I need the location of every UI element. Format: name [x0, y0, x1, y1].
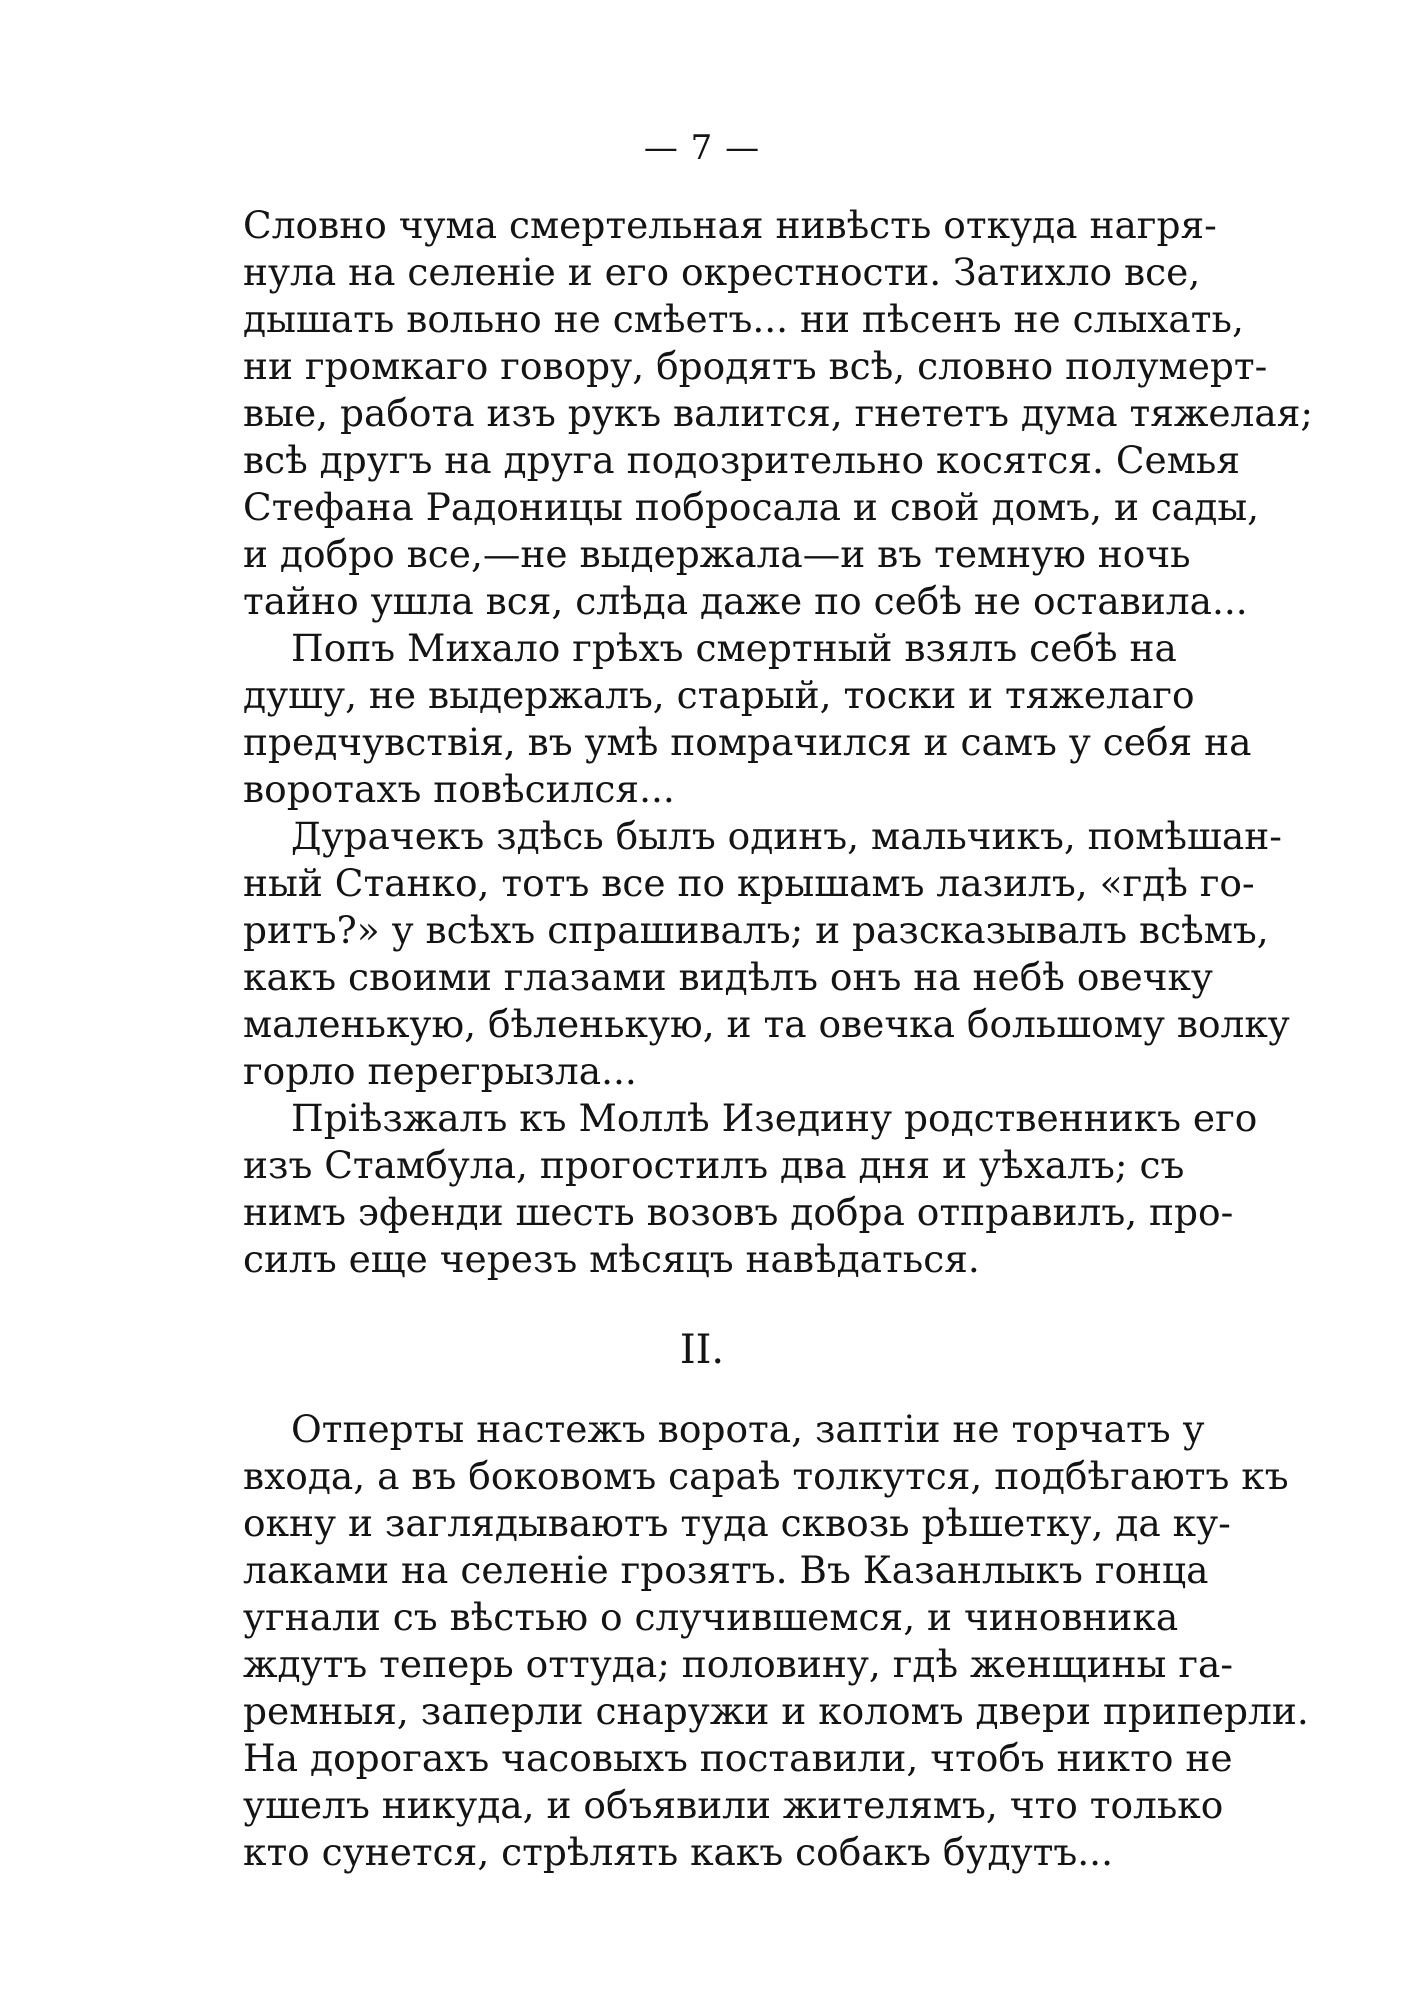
text-line: лаками на селеніе грозятъ. Въ Казанлыкъ гонца — [243, 1548, 1209, 1592]
page-number: — 7 — — [643, 128, 761, 168]
text-line: воротахъ повѣсился... — [243, 767, 675, 811]
text-line: ный Станко, тотъ все по крышамъ лазилъ, «гдѣ го- — [243, 861, 1255, 905]
text-line: изъ Стамбула, прогостилъ два дня и уѣхалъ; съ — [243, 1143, 1185, 1187]
paragraph — [243, 1095, 1258, 1283]
paragraph — [243, 1406, 1309, 1876]
text-line: ждутъ теперь оттуда; половину, гдѣ женщины га- — [243, 1642, 1233, 1686]
text-block-section-2 — [243, 1406, 1309, 1876]
text-line: нимъ эфенди шесть возовъ добра отправилъ, про- — [243, 1190, 1234, 1234]
text-line: окну и заглядываютъ туда сквозь рѣшетку, да ку- — [243, 1501, 1231, 1545]
text-line: силъ еще черезъ мѣсяцъ навѣдаться. — [243, 1237, 980, 1281]
text-line: Отперты настежъ ворота, заптіи не торчатъ у — [291, 1407, 1205, 1451]
text-line: Дурачекъ здѣсь былъ одинъ, мальчикъ, помѣшан- — [291, 814, 1282, 858]
text-line: маленькую, бѣленькую, и та овечка большому волку — [243, 1002, 1290, 1046]
text-line: Словно чума смертельная нивѣсть откуда нагря- — [243, 203, 1217, 247]
text-line: душу, не выдержалъ, старый, тоски и тяжелаго — [243, 673, 1195, 717]
text-line: предчувствія, въ умѣ помрачился и самъ у себя на — [243, 720, 1252, 764]
text-line: нула на селеніе и его окрестности. Затихло все, — [243, 250, 1201, 294]
text-line: На дорогахъ часовыхъ поставили, чтобъ никто не — [243, 1736, 1233, 1780]
text-line: какъ своими глазами видѣлъ онъ на небѣ овечку — [243, 955, 1214, 999]
text-line: горло перегрызла... — [243, 1049, 637, 1093]
text-line: входа, а въ боковомъ сараѣ толкутся, подбѣгаютъ къ — [243, 1454, 1289, 1498]
text-line: угнали съ вѣстью о случившемся, и чиновника — [243, 1595, 1179, 1639]
text-line: дышать вольно не смѣетъ... ни пѣсенъ не слыхать, — [243, 297, 1244, 341]
text-line: ритъ?» у всѣхъ спрашивалъ; и разсказывалъ всѣмъ, — [243, 908, 1269, 952]
paragraph — [243, 813, 1290, 1095]
paragraph — [243, 625, 1252, 813]
section-heading: II. — [679, 1327, 725, 1373]
text-line: тайно ушла вся, слѣда даже по себѣ не оставила... — [243, 579, 1248, 623]
text-line: Попъ Михало грѣхъ смертный взялъ себѣ на — [291, 626, 1177, 670]
text-block-section-1 — [243, 202, 1314, 1283]
text-line: ни громкаго говору, бродятъ всѣ, словно полумерт- — [243, 344, 1268, 388]
text-line: Стефана Радоницы побросала и свой домъ, и сады, — [243, 485, 1260, 529]
text-line: кто сунется, стрѣлять какъ собакъ будутъ... — [243, 1830, 1114, 1874]
text-line: ушелъ никуда, и объявили жителямъ, что только — [243, 1783, 1224, 1827]
text-line: и добро все,—не выдержала—и въ темную ночь — [243, 532, 1191, 576]
text-line: выe, работа изъ рукъ валится, гнететъ дума тяжелая; — [243, 391, 1314, 435]
text-line: Пріѣзжалъ къ Моллѣ Изедину родственникъ его — [291, 1096, 1258, 1140]
text-line: всѣ другъ на друга подозрительно косятся. Семья — [243, 438, 1240, 482]
paragraph — [243, 202, 1314, 625]
text-line: ремныя, заперли снаружи и коломъ двери приперли. — [243, 1689, 1309, 1733]
